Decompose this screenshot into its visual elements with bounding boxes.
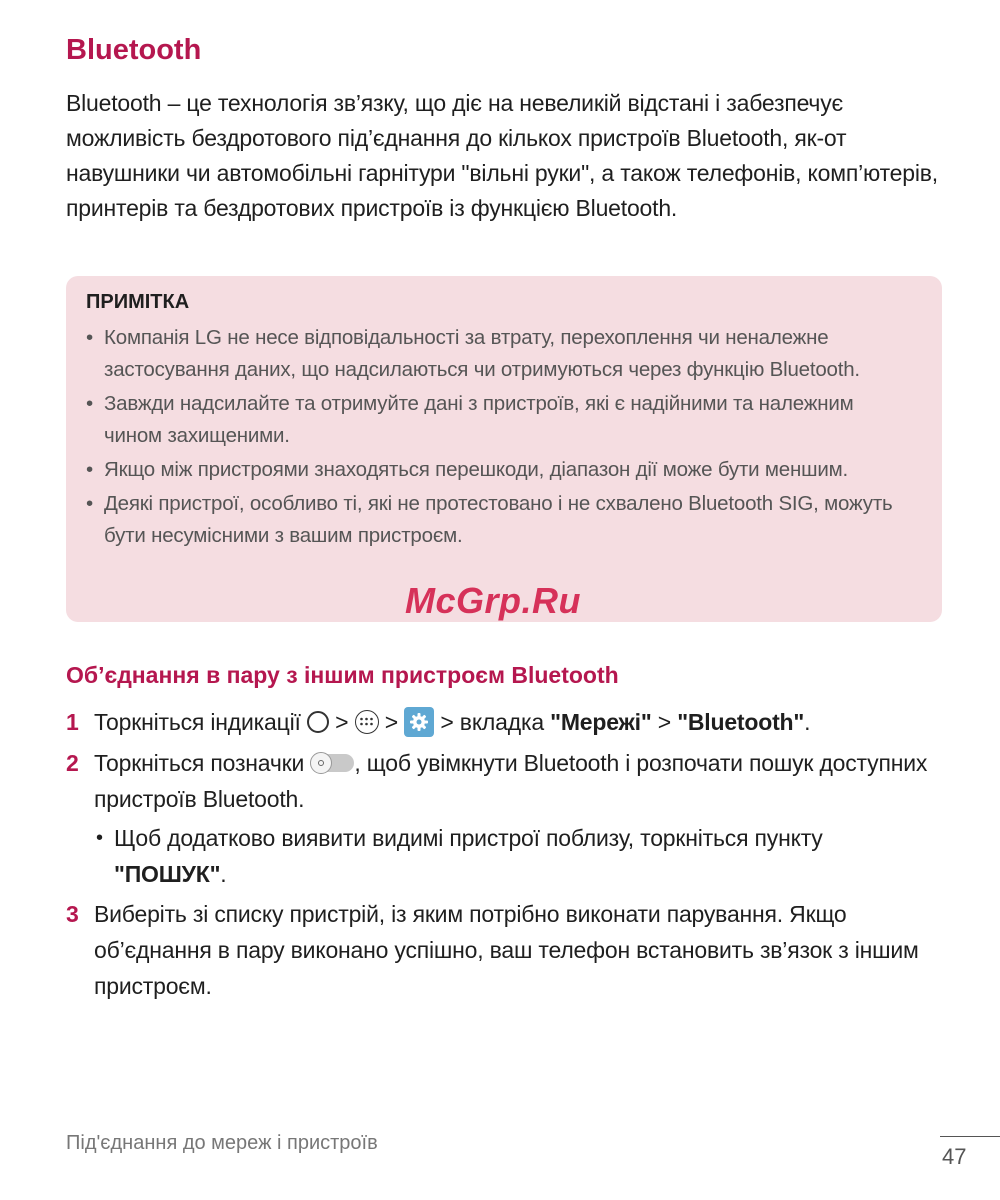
apps-grid-icon	[355, 710, 379, 734]
page-title: Bluetooth	[66, 34, 202, 66]
step-1-text-b: > вкладка	[440, 709, 544, 735]
section-subtitle: Об’єднання в пару з іншим пристроєм Bluetooth	[66, 662, 619, 688]
step-2	[66, 745, 946, 817]
separator: >	[657, 709, 671, 735]
intro-paragraph: Bluetooth – це технологія зв’язку, що діє на невеликій відстані і забезпечує можливість бездротового під’єднання до кількох пристроїв Bluetooth, як-от навушники чи автомобільні гарнітури "вільні руки", а також телефонів, комп’ютерів, принтерів та бездротових пристроїв із функцією Bluetooth.	[66, 90, 938, 221]
networks-tab-label: "Мережі"	[550, 709, 652, 735]
step-number: 2	[66, 750, 79, 776]
step-2-sub-bullet	[94, 820, 934, 892]
step-text: Виберіть зі списку пристрій, із яким потрібно виконати парування. Якщо об’єднання в пару виконано успішно, ваш телефон встановить зв’язок з іншим пристроєм.	[94, 901, 919, 999]
settings-gear-icon	[404, 707, 434, 737]
footer-divider	[940, 1136, 1000, 1137]
note-title: ПРИМІТКА	[86, 291, 190, 313]
separator: >	[335, 709, 349, 735]
note-box	[66, 276, 942, 622]
step-2-text-a: Торкніться позначки	[94, 750, 305, 776]
separator: >	[384, 709, 398, 735]
step-1-text-a: Торкніться індикації	[94, 709, 301, 735]
page-number: 47	[942, 1144, 967, 1169]
toggle-switch-icon	[310, 754, 354, 772]
period: .	[220, 861, 227, 887]
step-3	[66, 896, 946, 1004]
step-text	[94, 745, 946, 817]
search-label: "ПОШУК"	[114, 861, 221, 887]
home-circle-icon	[307, 711, 329, 733]
note-item: • Компанія LG не несе відповідальності за втрату, перехоплення чи неналежне застосування даних, що надсилаються чи отримуються через функцію Bluetooth.	[86, 322, 916, 386]
footer-section-title: Під'єднання до мереж і пристроїв	[66, 1132, 378, 1154]
note-item: • Якщо між пристроями знаходяться перешкоди, діапазон дії може бути меншим.	[86, 454, 916, 486]
step-number: 1	[66, 709, 79, 735]
period: .	[804, 709, 811, 735]
sub-bullet-text: Щоб додатково виявити видимі пристрої поблизу, торкніться пункту	[114, 825, 823, 851]
watermark: McGrp.Ru	[405, 580, 582, 621]
step-text	[94, 704, 946, 741]
step-2-text-b: , щоб увімкнути Bluetooth і розпочати пошук доступних пристроїв Bluetooth.	[94, 750, 928, 812]
note-item: • Завжди надсилайте та отримуйте дані з пристроїв, які є надійними та належним чином захищеними.	[86, 388, 916, 452]
note-item: • Деякі пристрої, особливо ті, які не протестовано і не схвалено Bluetooth SIG, можуть бути несумісними з вашим пристроєм.	[86, 488, 916, 552]
step-1	[66, 704, 946, 741]
bluetooth-tab-label: "Bluetooth"	[677, 709, 805, 735]
note-list	[86, 322, 916, 552]
step-number: 3	[66, 901, 79, 927]
